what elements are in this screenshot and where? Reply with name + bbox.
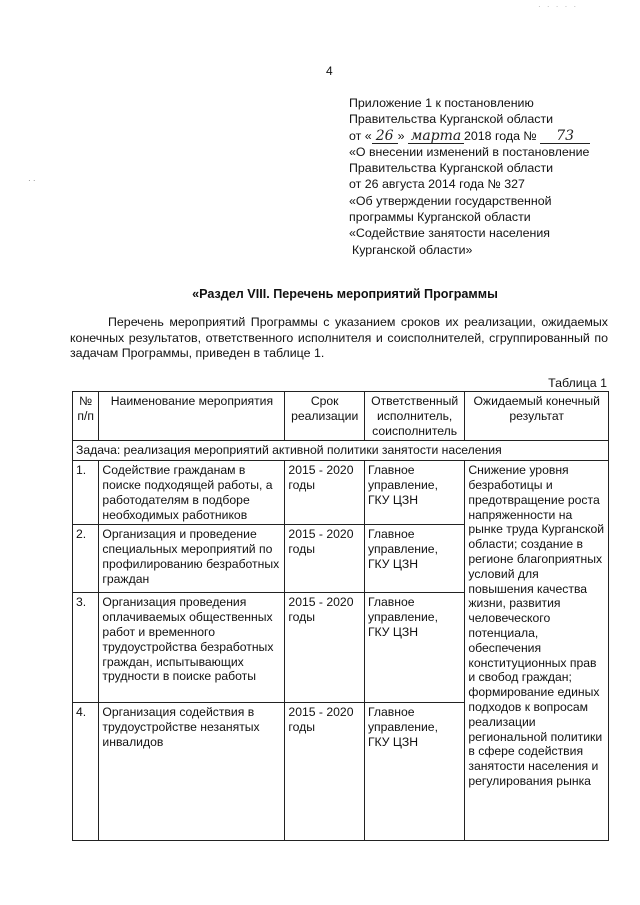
intro-text: Перечень мероприятий Программы с указанием сроков их реализации, ожидаемых конечных результатов, ответственного исполнителя и соисполнителей, сгруппированный по задачам Программы, приведен в таблице 1.: [70, 315, 608, 361]
appendix-line-2: Правительства Курганской области: [349, 112, 554, 127]
margin-dots: · ·: [28, 176, 36, 185]
appendix-date-line: [349, 128, 590, 144]
row-exec: Главное управление, ГКУ ЦЗН: [364, 703, 464, 841]
row-name: Организация содействия в трудоустройстве незанятых инвалидов: [99, 703, 285, 841]
row-exec: Главное управление, ГКУ ЦЗН: [364, 593, 464, 703]
page-number: 4: [326, 64, 333, 78]
table-header-row: [73, 392, 609, 441]
row-num: 1.: [73, 461, 99, 525]
task-cell: Задача: реализация мероприятий активной политики занятости населения: [73, 441, 609, 461]
scan-marks: · · · · ·: [538, 2, 579, 11]
date-prefix: от «: [349, 128, 372, 143]
appendix-line-7: «Об утверждении государственной: [349, 193, 552, 208]
row-term: 2015 - 2020 годы: [285, 461, 365, 525]
row-num: 4.: [73, 703, 99, 841]
measures-table: [72, 391, 609, 841]
section-title: «Раздел VIII. Перечень мероприятий Программы: [192, 287, 498, 301]
appendix-line-8: программы Курганской области: [349, 210, 531, 225]
row-name: Организация проведения оплачиваемых общественных работ и временного трудоустройства безработных граждан, испытывающих трудности в поиске работы: [99, 593, 285, 703]
date-mid: »: [397, 128, 405, 143]
appendix-line-4: «О внесении изменений в постановление: [349, 144, 590, 159]
handwritten-number: 73: [540, 130, 590, 144]
handwritten-month: марта: [408, 130, 464, 144]
row-exec: Главное управление, ГКУ ЦЗН: [364, 461, 464, 525]
row-name: Организация и проведение специальных мероприятий по профилированию безработных граждан: [99, 525, 285, 593]
appendix-line-1: Приложение 1 к постановлению: [349, 96, 534, 110]
result-cell: Снижение уровня безработицы и предотвращение роста напряженности на рынке труда Курганской области; создание в регионе благоприятных условий для повышения качества жизни, развития человеческого потенциала, обеспечения конституционных прав и свобод граждан; формирование единых подходов к вопросам реализации региональной политики в сфере содействия занятости населения и регулирования рынка: [465, 461, 609, 841]
row-term: 2015 - 2020 годы: [285, 593, 365, 703]
header-term: Срок реализации: [285, 392, 365, 441]
appendix-line-10: Курганской области»: [352, 242, 473, 257]
row-term: 2015 - 2020 годы: [285, 703, 365, 841]
header-exec: Ответственный исполнитель, соисполнитель: [364, 392, 464, 441]
header-result: Ожидаемый конечный результат: [465, 392, 609, 441]
handwritten-day: 26: [372, 130, 398, 144]
date-suffix: 2018 года №: [464, 128, 537, 143]
intro-paragraph: [70, 315, 608, 362]
row-num: 3.: [73, 593, 99, 703]
appendix-block: [349, 95, 590, 258]
table-caption: Таблица 1: [548, 376, 607, 390]
row-term: 2015 - 2020 годы: [285, 525, 365, 593]
header-name: Наименование мероприятия: [99, 392, 285, 441]
row-num: 2.: [73, 525, 99, 593]
appendix-line-5: Правительства Курганской области: [349, 161, 554, 176]
appendix-line-9: «Содействие занятости населения: [349, 226, 550, 241]
row-exec: Главное управление, ГКУ ЦЗН: [364, 525, 464, 593]
task-row: [73, 441, 609, 461]
header-num: № п/п: [73, 392, 99, 441]
appendix-line-6: от 26 августа 2014 года № 327: [349, 177, 525, 192]
row-name: Содействие гражданам в поиске подходящей работы, а работодателям в подборе необходимых работников: [99, 461, 285, 525]
table-row: [73, 461, 609, 525]
